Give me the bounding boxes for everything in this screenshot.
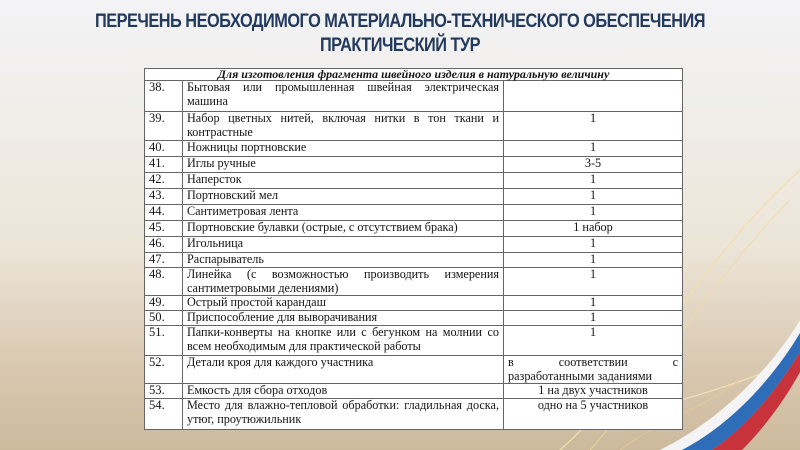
table-row [145, 221, 683, 237]
item-quantity [504, 81, 683, 112]
item-name: Сантиметровая лента [183, 205, 504, 221]
item-name: Иглы ручные [183, 157, 504, 173]
item-quantity: 1 [504, 205, 683, 221]
row-number: 41. [145, 157, 183, 173]
section-header: Для изготовления фрагмента швейного изделия в натуральную величину [145, 69, 683, 81]
item-quantity: 3-5 [504, 157, 683, 173]
row-number: 45. [145, 221, 183, 237]
table-row [145, 157, 683, 173]
row-number: 44. [145, 205, 183, 221]
item-quantity: 1 [504, 189, 683, 205]
item-name: Острый простой карандаш [183, 296, 504, 311]
item-name: Наперсток [183, 173, 504, 189]
item-quantity [504, 356, 683, 384]
table-row [145, 384, 683, 399]
quantity-line-1: в соответствии с [508, 355, 679, 369]
table-row [145, 81, 683, 112]
title-line-2: ПРАКТИЧЕСКИЙ ТУР [319, 35, 481, 56]
item-name: Приспособление для выворачивания [183, 311, 504, 326]
row-number: 52. [145, 356, 183, 384]
item-quantity: 1 на двух участников [504, 384, 683, 399]
item-name: Портновские булавки (острые, с отсутствием брака) [183, 221, 504, 237]
equipment-table [144, 68, 683, 430]
item-name: Емкость для сбора отходов [183, 384, 504, 399]
item-quantity: 1 [504, 311, 683, 326]
row-number: 38. [145, 81, 183, 112]
table-row [145, 268, 683, 296]
item-quantity: 1 [504, 268, 683, 296]
row-number: 40. [145, 141, 183, 157]
title-line-1: ПЕРЕЧЕНЬ НЕОБХОДИМОГО МАТЕРИАЛЬНО-ТЕХНИЧЕСКОГО ОБЕСПЕЧЕНИЯ [95, 11, 705, 32]
item-quantity: одно на 5 участников [504, 399, 683, 430]
item-name: Набор цветных нитей, включая нитки в тон ткани и контрастные [183, 112, 504, 141]
item-quantity: 1 [504, 112, 683, 141]
item-quantity: 1 набор [504, 221, 683, 237]
item-name: Место для влажно-тепловой обработки: гладильная доска, утюг, проутюжильник [183, 399, 504, 430]
item-name: Папки-конверты на кнопке или с бегунком на молнии со всем необходимым для практической работы [183, 326, 504, 356]
row-number: 39. [145, 112, 183, 141]
item-name: Портновский мел [183, 189, 504, 205]
table-row [145, 141, 683, 157]
item-name: Бытовая или промышленная швейная электрическая машина [183, 81, 504, 112]
item-name: Линейка (с возможностью производить измерения сантиметровыми делениями) [183, 268, 504, 296]
table-row [145, 205, 683, 221]
item-quantity: 1 [504, 141, 683, 157]
row-number: 42. [145, 173, 183, 189]
row-number: 53. [145, 384, 183, 399]
item-name: Игольница [183, 237, 504, 253]
table-row [145, 399, 683, 430]
item-name: Распарыватель [183, 253, 504, 268]
table-row [145, 296, 683, 311]
table-row [145, 356, 683, 384]
table-row [145, 173, 683, 189]
row-number: 49. [145, 296, 183, 311]
table-row [145, 311, 683, 326]
row-number: 43. [145, 189, 183, 205]
quantity-line-2: разработанными заданиями [508, 368, 653, 383]
row-number: 46. [145, 237, 183, 253]
item-quantity: 1 [504, 296, 683, 311]
table-row [145, 237, 683, 253]
item-quantity: 1 [504, 253, 683, 268]
row-number: 54. [145, 399, 183, 430]
item-name: Ножницы портновские [183, 141, 504, 157]
table-row [145, 326, 683, 356]
item-quantity: 1 [504, 326, 683, 356]
item-quantity: 1 [504, 237, 683, 253]
page-title [56, 10, 744, 58]
table-row [145, 253, 683, 268]
row-number: 47. [145, 253, 183, 268]
table-section-header-row [145, 69, 683, 81]
row-number: 48. [145, 268, 183, 296]
table-row [145, 112, 683, 141]
table-row [145, 189, 683, 205]
row-number: 50. [145, 311, 183, 326]
row-number: 51. [145, 326, 183, 356]
item-name: Детали кроя для каждого участника [183, 356, 504, 384]
item-quantity: 1 [504, 173, 683, 189]
